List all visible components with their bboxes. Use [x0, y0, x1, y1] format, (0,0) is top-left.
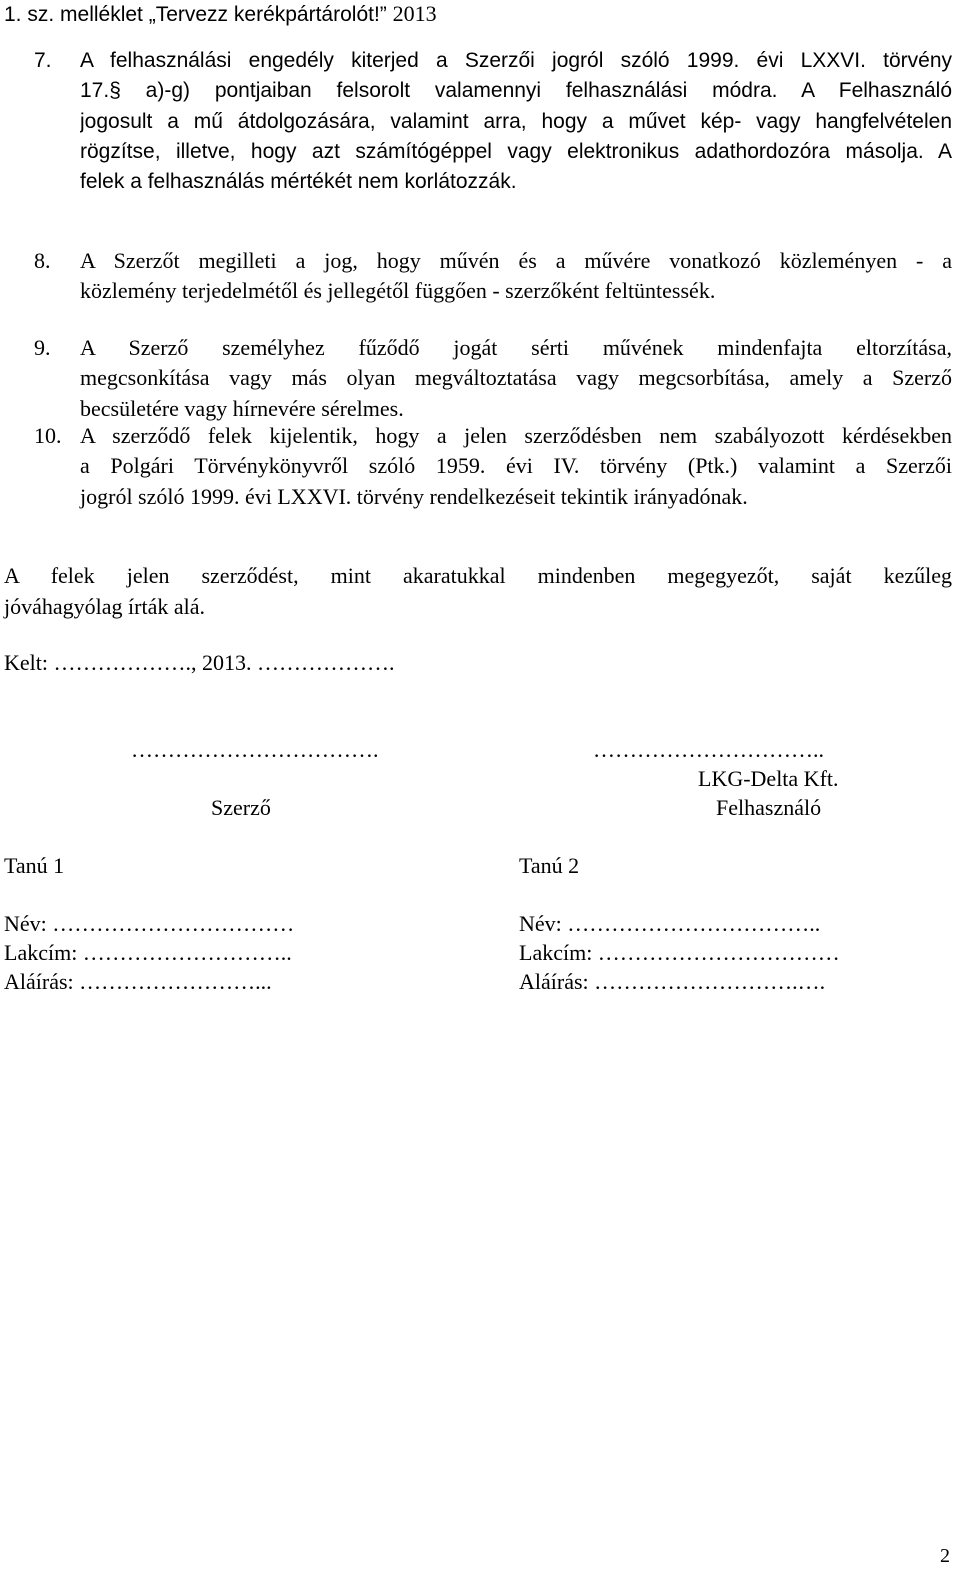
witness-2-title: Tanú 2: [519, 853, 580, 878]
clause-line: jogról szóló 1999. évi LXXVI. törvény rendelkezéseit tekintik irányadónak.: [80, 484, 748, 509]
clause-line: megcsonkítása vagy más olyan megváltoztatása vagy megcsorbítása, amely a Szerző: [80, 365, 952, 390]
clause-line: A Szerző személyhez fűződő jogát sérti művének mindenfajta eltorzítása,: [80, 335, 952, 360]
clause-number: 8.: [34, 248, 51, 273]
closing-line: A felek jelen szerződést, mint akaratukkal mindenben megegyezőt, saját kezűleg: [4, 563, 952, 588]
witness-1-address-field: Lakcím: ………………………..: [4, 940, 292, 965]
author-signature-line: …………………………….: [131, 737, 379, 762]
date-place-line: Kelt: ………………., 2013. ……………….: [4, 650, 395, 675]
clause-number: 9.: [34, 335, 51, 360]
page-header: [4, 1, 437, 28]
clause-number: 7.: [34, 49, 52, 72]
clause-line: A Szerzőt megilleti a jog, hogy művén és a művére vonatkozó közleményen - a: [80, 248, 952, 273]
witness-2-address-field: Lakcím: ……………………………: [519, 940, 840, 965]
witness-1-name-field: Név: ……………………………: [4, 911, 295, 936]
closing-paragraph: [4, 561, 952, 622]
page-number: 2: [940, 1545, 950, 1567]
witness-2-signature-field: Aláírás: ……………………….….: [519, 969, 826, 994]
user-signature-line: …………………………..: [593, 737, 824, 762]
clause-line: felek a felhasználás mértékét nem korlátozzák.: [80, 170, 517, 193]
clause-line: A szerződő felek kijelentik, hogy a jelen szerződésben nem szabályozott kérdésekben: [80, 423, 952, 448]
witness-1-title: Tanú 1: [4, 853, 65, 878]
clause-line: 17.§ a)-g) pontjaiban felsorolt valamennyi felhasználási módra. A Felhasználó: [80, 79, 952, 102]
clause-line: jogosult a mű átdolgozására, valamint arra, hogy a művet kép- vagy hangfelvételen: [80, 110, 952, 133]
clause-line: a Polgári Törvénykönyvről szóló 1959. évi IV. törvény (Ptk.) valamint a Szerzői: [80, 453, 952, 478]
user-company-name: LKG-Delta Kft.: [698, 766, 839, 791]
clause-line: becsületére vagy hírnevére sérelmes.: [80, 396, 404, 421]
witness-1-signature-field: Aláírás: ……………………...: [4, 969, 272, 994]
clause-line: közlemény terjedelmétől és jellegétől függően - szerzőként feltüntessék.: [80, 278, 716, 303]
clause-line: A felhasználási engedély kiterjed a Szerzői jogról szóló 1999. évi LXXVI. törvény: [80, 49, 952, 72]
closing-line: jóváhagyólag írták alá.: [4, 593, 205, 619]
author-role: Szerző: [211, 795, 271, 820]
header-text: 1. sz. melléklet „Tervezz kerékpártárolót!”: [4, 3, 387, 26]
user-role: Felhasználó: [716, 795, 822, 820]
clause-number: 10.: [34, 423, 62, 448]
clause-line: rögzítse, illetve, hogy azt számítógéppel vagy elektronikus adathordozóra másolja. A: [80, 140, 952, 163]
witness-2-name-field: Név: ……………………………..: [519, 911, 821, 936]
header-year: 2013: [392, 1, 437, 26]
